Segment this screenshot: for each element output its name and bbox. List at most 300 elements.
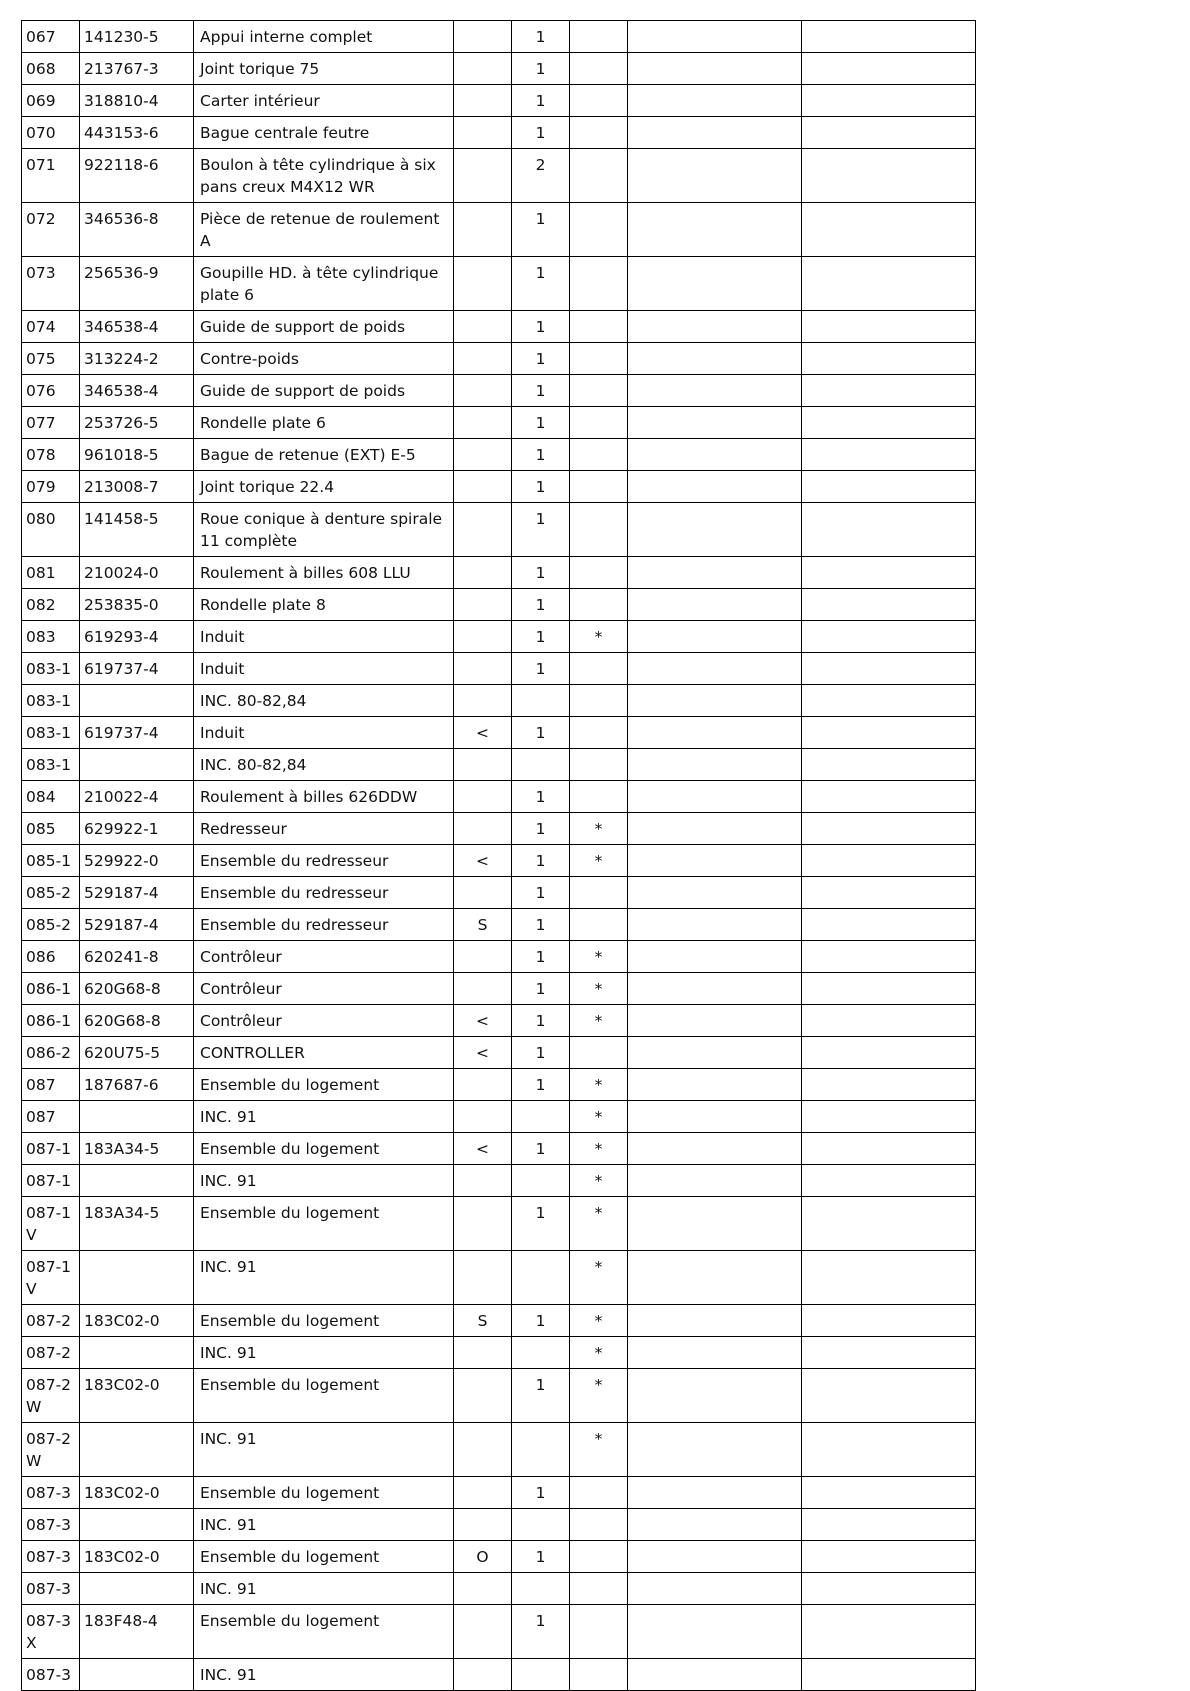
ref-number-cell: 072 (22, 203, 80, 257)
change-mark-cell (454, 311, 512, 343)
quantity-cell: 1 (512, 117, 570, 149)
change-mark-cell (454, 1573, 512, 1605)
empty-cell (628, 1477, 802, 1509)
change-mark-cell (454, 21, 512, 53)
change-mark-cell (454, 439, 512, 471)
parts-table-body (22, 21, 976, 1691)
description-cell: Ensemble du logement (194, 1305, 454, 1337)
empty-cell (628, 1133, 802, 1165)
description-cell: Boulon à tête cylindrique à six pans creux M4X12 WR (194, 149, 454, 203)
part-number-cell: 187687-6 (80, 1069, 194, 1101)
description-cell: Ensemble du logement (194, 1197, 454, 1251)
description-cell: Induit (194, 717, 454, 749)
quantity-cell: 1 (512, 1037, 570, 1069)
empty-cell (802, 845, 976, 877)
quantity-cell: 1 (512, 53, 570, 85)
table-row (22, 973, 976, 1005)
empty-cell (802, 21, 976, 53)
table-row (22, 85, 976, 117)
note-cell (570, 589, 628, 621)
quantity-cell: 1 (512, 653, 570, 685)
description-cell: Ensemble du logement (194, 1541, 454, 1573)
part-number-cell (80, 1659, 194, 1691)
empty-cell (802, 813, 976, 845)
table-row (22, 1069, 976, 1101)
empty-cell (628, 973, 802, 1005)
change-mark-cell (454, 1069, 512, 1101)
change-mark-cell (454, 941, 512, 973)
quantity-cell: 1 (512, 717, 570, 749)
empty-cell (802, 471, 976, 503)
part-number-cell (80, 1337, 194, 1369)
table-row (22, 1101, 976, 1133)
table-row (22, 941, 976, 973)
empty-cell (628, 813, 802, 845)
ref-number-cell: 078 (22, 439, 80, 471)
empty-cell (628, 21, 802, 53)
change-mark-cell (454, 85, 512, 117)
quantity-cell: 1 (512, 1197, 570, 1251)
change-mark-cell: < (454, 845, 512, 877)
part-number-cell: 183A34-5 (80, 1133, 194, 1165)
description-cell: CONTROLLER (194, 1037, 454, 1069)
change-mark-cell: < (454, 1005, 512, 1037)
ref-number-cell: 085-1 (22, 845, 80, 877)
table-row (22, 407, 976, 439)
empty-cell (628, 375, 802, 407)
note-cell (570, 749, 628, 781)
part-number-cell (80, 1165, 194, 1197)
empty-cell (802, 1337, 976, 1369)
empty-cell (628, 877, 802, 909)
empty-cell (628, 749, 802, 781)
description-cell: Contrôleur (194, 1005, 454, 1037)
ref-number-cell: 080 (22, 503, 80, 557)
table-row (22, 1573, 976, 1605)
ref-number-cell: 083-1 (22, 749, 80, 781)
table-row (22, 1509, 976, 1541)
empty-cell (802, 311, 976, 343)
table-row (22, 1337, 976, 1369)
note-cell: * (570, 1005, 628, 1037)
quantity-cell (512, 1423, 570, 1477)
ref-number-cell: 087 (22, 1101, 80, 1133)
empty-cell (628, 909, 802, 941)
change-mark-cell (454, 149, 512, 203)
part-number-cell: 619737-4 (80, 717, 194, 749)
description-cell: Pièce de retenue de roulement A (194, 203, 454, 257)
note-cell: * (570, 1133, 628, 1165)
note-cell (570, 1477, 628, 1509)
table-row (22, 589, 976, 621)
part-number-cell: 213767-3 (80, 53, 194, 85)
part-number-cell: 961018-5 (80, 439, 194, 471)
ref-number-cell: 087-1V (22, 1251, 80, 1305)
description-cell: Ensemble du redresseur (194, 845, 454, 877)
ref-number-cell: 087-3 (22, 1541, 80, 1573)
part-number-cell (80, 1509, 194, 1541)
note-cell (570, 1541, 628, 1573)
note-cell (570, 685, 628, 717)
empty-cell (628, 621, 802, 653)
part-number-cell: 256536-9 (80, 257, 194, 311)
empty-cell (802, 1541, 976, 1573)
empty-cell (802, 117, 976, 149)
note-cell (570, 503, 628, 557)
empty-cell (802, 1423, 976, 1477)
empty-cell (628, 1069, 802, 1101)
description-cell: Contrôleur (194, 973, 454, 1005)
table-row (22, 149, 976, 203)
note-cell: * (570, 621, 628, 653)
table-row (22, 1659, 976, 1691)
table-row (22, 1005, 976, 1037)
note-cell (570, 53, 628, 85)
note-cell (570, 439, 628, 471)
change-mark-cell (454, 503, 512, 557)
empty-cell (802, 1069, 976, 1101)
part-number-cell: 253726-5 (80, 407, 194, 439)
change-mark-cell (454, 1509, 512, 1541)
quantity-cell: 1 (512, 375, 570, 407)
change-mark-cell (454, 877, 512, 909)
quantity-cell: 1 (512, 439, 570, 471)
part-number-cell: 620U75-5 (80, 1037, 194, 1069)
ref-number-cell: 073 (22, 257, 80, 311)
note-cell (570, 877, 628, 909)
part-number-cell: 619737-4 (80, 653, 194, 685)
part-number-cell: 183F48-4 (80, 1605, 194, 1659)
ref-number-cell: 086-1 (22, 973, 80, 1005)
description-cell: INC. 80-82,84 (194, 749, 454, 781)
empty-cell (628, 203, 802, 257)
note-cell: * (570, 1337, 628, 1369)
table-row (22, 813, 976, 845)
description-cell: Ensemble du logement (194, 1133, 454, 1165)
note-cell: * (570, 1197, 628, 1251)
empty-cell (628, 343, 802, 375)
quantity-cell: 1 (512, 1477, 570, 1509)
table-row (22, 1305, 976, 1337)
description-cell: Induit (194, 621, 454, 653)
empty-cell (802, 781, 976, 813)
description-cell: Bague de retenue (EXT) E-5 (194, 439, 454, 471)
quantity-cell: 1 (512, 85, 570, 117)
ref-number-cell: 071 (22, 149, 80, 203)
note-cell: * (570, 1101, 628, 1133)
table-row (22, 557, 976, 589)
change-mark-cell (454, 1369, 512, 1423)
change-mark-cell (454, 117, 512, 149)
change-mark-cell (454, 1101, 512, 1133)
quantity-cell: 1 (512, 407, 570, 439)
change-mark-cell (454, 375, 512, 407)
change-mark-cell (454, 1251, 512, 1305)
empty-cell (628, 589, 802, 621)
table-row (22, 653, 976, 685)
table-row (22, 343, 976, 375)
quantity-cell: 1 (512, 909, 570, 941)
quantity-cell: 1 (512, 589, 570, 621)
table-row (22, 1133, 976, 1165)
ref-number-cell: 082 (22, 589, 80, 621)
table-row (22, 781, 976, 813)
change-mark-cell (454, 257, 512, 311)
description-cell: Appui interne complet (194, 21, 454, 53)
empty-cell (628, 117, 802, 149)
note-cell: * (570, 1423, 628, 1477)
change-mark-cell (454, 1605, 512, 1659)
empty-cell (802, 749, 976, 781)
table-row (22, 311, 976, 343)
quantity-cell (512, 1101, 570, 1133)
table-row (22, 909, 976, 941)
change-mark-cell: < (454, 1133, 512, 1165)
empty-cell (628, 1423, 802, 1477)
table-row (22, 1037, 976, 1069)
note-cell: * (570, 941, 628, 973)
note-cell (570, 781, 628, 813)
ref-number-cell: 070 (22, 117, 80, 149)
change-mark-cell: S (454, 909, 512, 941)
part-number-cell: 620G68-8 (80, 1005, 194, 1037)
change-mark-cell (454, 1197, 512, 1251)
note-cell (570, 149, 628, 203)
ref-number-cell: 087-3 (22, 1573, 80, 1605)
empty-cell (802, 557, 976, 589)
part-number-cell: 346538-4 (80, 311, 194, 343)
part-number-cell (80, 749, 194, 781)
empty-cell (802, 717, 976, 749)
description-cell: Contrôleur (194, 941, 454, 973)
quantity-cell: 1 (512, 21, 570, 53)
note-cell (570, 203, 628, 257)
part-number-cell: 620G68-8 (80, 973, 194, 1005)
description-cell: INC. 91 (194, 1251, 454, 1305)
note-cell (570, 311, 628, 343)
quantity-cell: 1 (512, 941, 570, 973)
description-cell: INC. 91 (194, 1659, 454, 1691)
empty-cell (628, 1101, 802, 1133)
empty-cell (628, 149, 802, 203)
description-cell: INC. 91 (194, 1337, 454, 1369)
empty-cell (628, 1165, 802, 1197)
empty-cell (628, 1305, 802, 1337)
part-number-cell: 183C02-0 (80, 1369, 194, 1423)
empty-cell (628, 1197, 802, 1251)
empty-cell (628, 257, 802, 311)
description-cell: Ensemble du logement (194, 1069, 454, 1101)
table-row (22, 1165, 976, 1197)
description-cell: Roulement à billes 626DDW (194, 781, 454, 813)
ref-number-cell: 074 (22, 311, 80, 343)
note-cell: * (570, 1069, 628, 1101)
table-row (22, 685, 976, 717)
empty-cell (628, 407, 802, 439)
part-number-cell: 346538-4 (80, 375, 194, 407)
empty-cell (802, 343, 976, 375)
description-cell: Ensemble du redresseur (194, 877, 454, 909)
ref-number-cell: 087-1V (22, 1197, 80, 1251)
part-number-cell: 183C02-0 (80, 1305, 194, 1337)
quantity-cell: 1 (512, 845, 570, 877)
ref-number-cell: 087-1 (22, 1133, 80, 1165)
change-mark-cell (454, 1337, 512, 1369)
table-row (22, 117, 976, 149)
empty-cell (628, 1005, 802, 1037)
empty-cell (628, 781, 802, 813)
change-mark-cell (454, 653, 512, 685)
empty-cell (628, 1337, 802, 1369)
part-number-cell: 141230-5 (80, 21, 194, 53)
empty-cell (802, 503, 976, 557)
quantity-cell: 2 (512, 149, 570, 203)
note-cell (570, 717, 628, 749)
part-number-cell: 183A34-5 (80, 1197, 194, 1251)
part-number-cell: 529187-4 (80, 877, 194, 909)
description-cell: Ensemble du logement (194, 1605, 454, 1659)
empty-cell (628, 85, 802, 117)
empty-cell (802, 877, 976, 909)
table-row (22, 845, 976, 877)
note-cell (570, 653, 628, 685)
part-number-cell: 210024-0 (80, 557, 194, 589)
description-cell: Redresseur (194, 813, 454, 845)
empty-cell (802, 653, 976, 685)
empty-cell (802, 1037, 976, 1069)
empty-cell (802, 1369, 976, 1423)
part-number-cell (80, 1423, 194, 1477)
change-mark-cell (454, 1423, 512, 1477)
empty-cell (628, 503, 802, 557)
table-row (22, 749, 976, 781)
description-cell: Bague centrale feutre (194, 117, 454, 149)
empty-cell (628, 471, 802, 503)
table-row (22, 503, 976, 557)
ref-number-cell: 087-2 (22, 1305, 80, 1337)
description-cell: INC. 80-82,84 (194, 685, 454, 717)
empty-cell (802, 1659, 976, 1691)
quantity-cell (512, 1337, 570, 1369)
table-row (22, 439, 976, 471)
empty-cell (802, 203, 976, 257)
description-cell: Induit (194, 653, 454, 685)
table-row (22, 1251, 976, 1305)
part-number-cell: 183C02-0 (80, 1541, 194, 1573)
description-cell: Rondelle plate 6 (194, 407, 454, 439)
empty-cell (802, 1251, 976, 1305)
table-row (22, 375, 976, 407)
ref-number-cell: 087-3X (22, 1605, 80, 1659)
table-row (22, 877, 976, 909)
description-cell: Joint torique 22.4 (194, 471, 454, 503)
table-row (22, 1423, 976, 1477)
note-cell (570, 117, 628, 149)
table-row (22, 1477, 976, 1509)
table-row (22, 53, 976, 85)
quantity-cell: 1 (512, 1541, 570, 1573)
empty-cell (628, 1037, 802, 1069)
description-cell: Ensemble du logement (194, 1477, 454, 1509)
ref-number-cell: 083-1 (22, 653, 80, 685)
empty-cell (802, 257, 976, 311)
note-cell: * (570, 845, 628, 877)
part-number-cell: 629922-1 (80, 813, 194, 845)
change-mark-cell (454, 781, 512, 813)
change-mark-cell (454, 973, 512, 1005)
note-cell: * (570, 1305, 628, 1337)
ref-number-cell: 087 (22, 1069, 80, 1101)
empty-cell (628, 685, 802, 717)
ref-number-cell: 087-2 (22, 1337, 80, 1369)
part-number-cell: 313224-2 (80, 343, 194, 375)
quantity-cell: 1 (512, 1305, 570, 1337)
ref-number-cell: 075 (22, 343, 80, 375)
quantity-cell (512, 685, 570, 717)
note-cell: * (570, 1165, 628, 1197)
part-number-cell: 443153-6 (80, 117, 194, 149)
empty-cell (628, 941, 802, 973)
empty-cell (628, 53, 802, 85)
change-mark-cell: S (454, 1305, 512, 1337)
part-number-cell: 210022-4 (80, 781, 194, 813)
change-mark-cell (454, 53, 512, 85)
empty-cell (628, 717, 802, 749)
description-cell: Guide de support de poids (194, 311, 454, 343)
description-cell: Guide de support de poids (194, 375, 454, 407)
quantity-cell: 1 (512, 1605, 570, 1659)
quantity-cell (512, 1659, 570, 1691)
ref-number-cell: 081 (22, 557, 80, 589)
ref-number-cell: 067 (22, 21, 80, 53)
empty-cell (802, 85, 976, 117)
quantity-cell: 1 (512, 1133, 570, 1165)
empty-cell (802, 1101, 976, 1133)
quantity-cell: 1 (512, 973, 570, 1005)
ref-number-cell: 087-3 (22, 1659, 80, 1691)
change-mark-cell (454, 1659, 512, 1691)
note-cell (570, 1659, 628, 1691)
empty-cell (802, 1005, 976, 1037)
empty-cell (802, 621, 976, 653)
table-row (22, 1541, 976, 1573)
table-row (22, 621, 976, 653)
part-number-cell: 619293-4 (80, 621, 194, 653)
ref-number-cell: 083-1 (22, 685, 80, 717)
quantity-cell: 1 (512, 877, 570, 909)
quantity-cell: 1 (512, 343, 570, 375)
description-cell: Roue conique à denture spirale 11 complète (194, 503, 454, 557)
description-cell: INC. 91 (194, 1165, 454, 1197)
empty-cell (628, 1509, 802, 1541)
description-cell: Contre-poids (194, 343, 454, 375)
note-cell (570, 375, 628, 407)
change-mark-cell (454, 685, 512, 717)
empty-cell (802, 1477, 976, 1509)
ref-number-cell: 087-2W (22, 1423, 80, 1477)
change-mark-cell (454, 813, 512, 845)
note-cell: * (570, 1369, 628, 1423)
empty-cell (628, 439, 802, 471)
description-cell: Ensemble du redresseur (194, 909, 454, 941)
part-number-cell: 529922-0 (80, 845, 194, 877)
change-mark-cell (454, 407, 512, 439)
table-row (22, 1369, 976, 1423)
empty-cell (802, 375, 976, 407)
quantity-cell: 1 (512, 781, 570, 813)
part-number-cell: 922118-6 (80, 149, 194, 203)
description-cell: Joint torique 75 (194, 53, 454, 85)
